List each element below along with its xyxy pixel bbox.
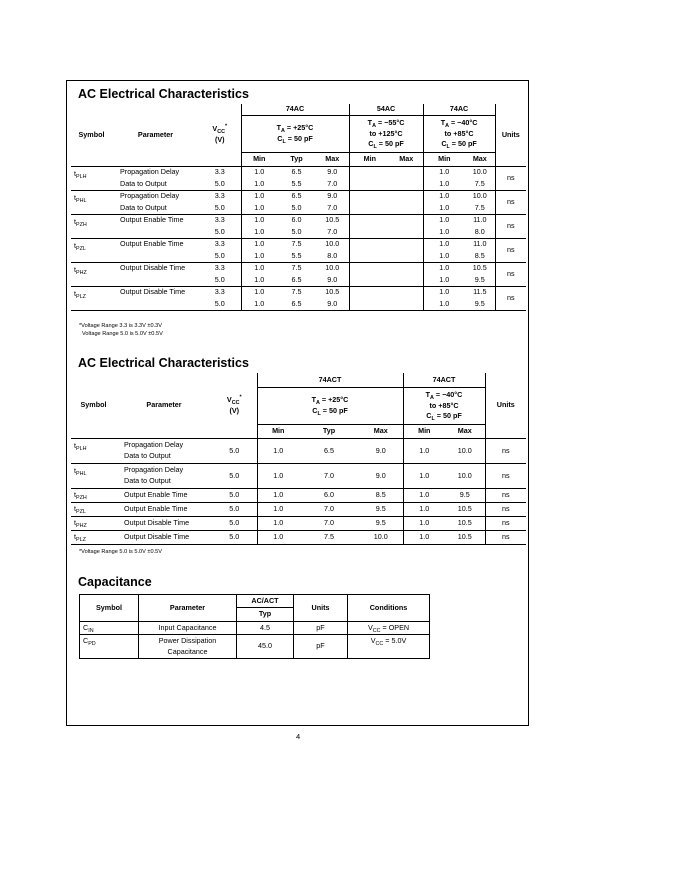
voltage-range-notes bbox=[79, 322, 163, 338]
max-cell: 10.0 bbox=[472, 191, 487, 201]
typ-cell: 45.0 bbox=[237, 635, 294, 659]
max-cell: 11.5 bbox=[473, 287, 487, 297]
min-cell: 1.0 bbox=[241, 251, 277, 263]
symbol-cell: $t_{PHL}$ bbox=[71, 464, 116, 489]
units-cell: ns bbox=[485, 503, 526, 517]
header-max: Max bbox=[390, 153, 423, 167]
header-symbol: Symbol bbox=[71, 104, 112, 167]
typ-cell: 7.5 bbox=[291, 263, 302, 273]
max-cell: 9.5 bbox=[359, 503, 403, 517]
table-row bbox=[71, 299, 526, 311]
vcc-cell: 3.3 bbox=[214, 191, 225, 201]
empty-cell bbox=[390, 215, 423, 239]
min-cell: 1.0 bbox=[403, 503, 445, 517]
ac-characteristics-table-74ac bbox=[71, 104, 526, 311]
units-cell: ns bbox=[495, 287, 526, 311]
empty-cell bbox=[390, 239, 423, 263]
parameter-cell bbox=[112, 251, 199, 263]
header-cond-74act-2: $T_A = -40^\circ C$ to +85°C $C_L = 50$ pF bbox=[403, 388, 485, 425]
parameter-cell: Output Disable Time bbox=[120, 287, 186, 297]
max-cell: 9.0 bbox=[359, 439, 403, 464]
header-parameter: Parameter bbox=[139, 595, 237, 622]
table-row bbox=[71, 464, 526, 489]
table-row bbox=[71, 275, 526, 287]
parameter-cell: Output Enable Time bbox=[116, 503, 212, 517]
min-cell: 1.0 bbox=[241, 179, 277, 191]
header-ac-act: AC/ACT bbox=[237, 595, 294, 608]
vcc-cell: 5.0 bbox=[212, 489, 257, 503]
header-conditions: Conditions bbox=[348, 595, 430, 622]
units-cell: ns bbox=[485, 439, 526, 464]
units-cell: ns bbox=[495, 167, 526, 191]
note-line: Voltage Range 5.0 is 5.0V ±0.5V bbox=[82, 331, 163, 337]
vcc-cell: 5.0 bbox=[199, 203, 241, 215]
vcc-cell: 5.0 bbox=[212, 517, 257, 531]
vcc-cell: 5.0 bbox=[212, 503, 257, 517]
min-cell: 1.0 bbox=[403, 531, 445, 545]
parameter-cell bbox=[112, 299, 199, 311]
vcc-cell: 5.0 bbox=[212, 531, 257, 545]
voltage-range-note: *Voltage Range 5.0 is 5.0V ±0.5V bbox=[79, 549, 162, 555]
header-min: Min bbox=[349, 153, 390, 167]
header-cond-74ac-1: $T_A = +25^\circ C$ $C_L = 50$ pF bbox=[241, 116, 349, 153]
min-cell: 1.0 bbox=[241, 275, 277, 287]
table-row bbox=[71, 203, 526, 215]
max-cell: 7.0 bbox=[316, 203, 349, 215]
min-cell: 1.0 bbox=[257, 439, 299, 464]
typ-cell: 7.5 bbox=[299, 531, 359, 545]
conditions-cell: $V_{CC} = 5.0V$ bbox=[348, 635, 430, 659]
header-group-74act-1: 74ACT bbox=[257, 373, 403, 388]
typ-cell: 4.5 bbox=[237, 622, 294, 635]
parameter-cell: Output Enable Time bbox=[116, 489, 212, 503]
typ-cell: 5.0 bbox=[277, 203, 316, 215]
symbol-cell: $t_{PHZ}$ bbox=[71, 263, 112, 287]
min-cell: 1.0 bbox=[257, 503, 299, 517]
min-cell: 1.0 bbox=[241, 299, 277, 311]
min-cell: 1.0 bbox=[241, 287, 277, 299]
parameter-cell: Data to Output bbox=[112, 179, 199, 191]
max-cell: 7.5 bbox=[465, 203, 495, 215]
vcc-cell: 3.3 bbox=[214, 263, 225, 273]
section-title-ac-74act: AC Electrical Characteristics bbox=[78, 356, 249, 370]
max-cell: 10.0 bbox=[359, 531, 403, 545]
typ-cell: 6.0 bbox=[291, 215, 302, 225]
empty-cell bbox=[390, 287, 423, 311]
units-cell: ns bbox=[495, 239, 526, 263]
parameter-cell: Input Capacitance bbox=[139, 622, 237, 635]
header-parameter: Parameter bbox=[116, 373, 212, 439]
table-row bbox=[71, 251, 526, 263]
max-cell: 9.5 bbox=[465, 299, 495, 311]
table-row bbox=[71, 167, 526, 179]
min-cell: 1.0 bbox=[423, 299, 465, 311]
max-cell: 10.5 bbox=[325, 215, 340, 225]
typ-cell: 6.5 bbox=[299, 439, 359, 464]
header-min: Min bbox=[423, 153, 465, 167]
table-row bbox=[71, 215, 526, 227]
units-cell: ns bbox=[485, 464, 526, 489]
min-cell: 1.0 bbox=[423, 179, 465, 191]
parameter-cell: Output Disable Time bbox=[116, 517, 212, 531]
table-row bbox=[71, 531, 526, 545]
header-vcc: $V_{CC}^*$ (V) bbox=[212, 373, 257, 439]
min-cell: 1.0 bbox=[403, 517, 445, 531]
vcc-cell: 5.0 bbox=[199, 179, 241, 191]
typ-cell: 6.5 bbox=[291, 191, 302, 201]
header-min: Min bbox=[257, 425, 299, 439]
header-max: Max bbox=[359, 425, 403, 439]
min-cell: 1.0 bbox=[423, 191, 465, 203]
typ-cell: 6.5 bbox=[277, 275, 316, 287]
min-cell: 1.0 bbox=[423, 227, 465, 239]
max-cell: 10.0 bbox=[325, 263, 340, 273]
parameter-cell: Propagation Delay Data to Output bbox=[116, 464, 212, 489]
vcc-cell: 3.3 bbox=[214, 215, 225, 225]
min-cell: 1.0 bbox=[423, 167, 465, 179]
units-cell: ns bbox=[485, 489, 526, 503]
typ-cell: 5.5 bbox=[277, 179, 316, 191]
min-cell: 1.0 bbox=[241, 191, 277, 203]
table-row bbox=[80, 622, 430, 635]
header-max: Max bbox=[465, 153, 495, 167]
table-row bbox=[71, 239, 526, 251]
vcc-cell: 5.0 bbox=[199, 275, 241, 287]
typ-cell: 5.0 bbox=[277, 227, 316, 239]
table-row bbox=[71, 287, 526, 299]
table-row bbox=[71, 439, 526, 464]
units-cell: pF bbox=[294, 622, 348, 635]
vcc-cell: 5.0 bbox=[212, 464, 257, 489]
units-cell: ns bbox=[495, 191, 526, 215]
min-cell: 1.0 bbox=[423, 215, 465, 227]
header-group-54ac: 54AC bbox=[349, 104, 423, 116]
header-min: Min bbox=[403, 425, 445, 439]
empty-cell bbox=[349, 215, 390, 239]
table-row bbox=[71, 263, 526, 275]
empty-cell bbox=[349, 239, 390, 263]
vcc-cell: 3.3 bbox=[214, 239, 225, 249]
typ-cell: 7.0 bbox=[299, 503, 359, 517]
min-cell: 1.0 bbox=[423, 287, 465, 299]
symbol-cell: $t_{PLH}$ bbox=[71, 167, 112, 191]
symbol-cell: $t_{PZL}$ bbox=[71, 239, 112, 263]
max-cell: 10.0 bbox=[445, 464, 485, 489]
parameter-cell: Propagation Delay bbox=[120, 191, 180, 201]
symbol-cell: $t_{PZL}$ bbox=[71, 503, 116, 517]
min-cell: 1.0 bbox=[423, 251, 465, 263]
header-max: Max bbox=[445, 425, 485, 439]
min-cell: 1.0 bbox=[241, 203, 277, 215]
max-cell: 7.5 bbox=[465, 179, 495, 191]
section-title-ac-74ac: AC Electrical Characteristics bbox=[78, 87, 249, 101]
max-cell: 9.0 bbox=[316, 275, 349, 287]
header-typ: Typ bbox=[299, 425, 359, 439]
parameter-cell bbox=[112, 227, 199, 239]
header-typ: Typ bbox=[237, 608, 294, 622]
capacitance-table bbox=[79, 594, 430, 659]
table-row bbox=[80, 635, 430, 659]
header-parameter: Parameter bbox=[112, 104, 199, 167]
max-cell: 10.5 bbox=[445, 503, 485, 517]
max-cell: 10.5 bbox=[445, 517, 485, 531]
vcc-cell: 3.3 bbox=[214, 167, 225, 177]
header-units: Units bbox=[495, 104, 526, 167]
vcc-cell: 5.0 bbox=[199, 299, 241, 311]
symbol-cell: $t_{PLH}$ bbox=[71, 439, 116, 464]
parameter-cell: Output Enable Time bbox=[120, 239, 184, 249]
table-row bbox=[71, 517, 526, 531]
parameter-cell: Output Disable Time bbox=[116, 531, 212, 545]
min-cell: 1.0 bbox=[257, 531, 299, 545]
empty-cell bbox=[349, 263, 390, 287]
max-cell: 10.0 bbox=[472, 167, 487, 177]
header-group-74ac-1: 74AC bbox=[241, 104, 349, 116]
min-cell: 1.0 bbox=[423, 275, 465, 287]
symbol-cell: $C_{PD}$ bbox=[80, 635, 139, 659]
min-cell: 1.0 bbox=[241, 215, 277, 227]
min-cell: 1.0 bbox=[241, 167, 277, 179]
min-cell: 1.0 bbox=[423, 203, 465, 215]
typ-cell: 7.5 bbox=[291, 287, 302, 297]
header-cond-74act-1: $T_A = +25^\circ C$ $C_L = 50$ pF bbox=[257, 388, 403, 425]
header-max: Max bbox=[316, 153, 349, 167]
vcc-cell: 5.0 bbox=[212, 439, 257, 464]
symbol-cell: $t_{PZH}$ bbox=[71, 489, 116, 503]
parameter-cell bbox=[112, 275, 199, 287]
header-cond-74ac-2: $T_A = -40^\circ C$ to +85°C $C_L = 50$ pF bbox=[423, 116, 495, 153]
symbol-cell: $t_{PLZ}$ bbox=[71, 531, 116, 545]
min-cell: 1.0 bbox=[423, 263, 465, 275]
max-cell: 11.0 bbox=[473, 239, 487, 249]
ac-characteristics-table-74act bbox=[71, 373, 526, 545]
parameter-cell: Output Enable Time bbox=[120, 215, 184, 225]
symbol-cell: $C_{IN}$ bbox=[80, 622, 139, 635]
max-cell: 7.0 bbox=[316, 227, 349, 239]
parameter-cell: Propagation Delay Data to Output bbox=[116, 439, 212, 464]
min-cell: 1.0 bbox=[241, 239, 277, 251]
vcc-cell: 5.0 bbox=[199, 227, 241, 239]
empty-cell bbox=[390, 191, 423, 215]
max-cell: 9.5 bbox=[445, 489, 485, 503]
header-min: Min bbox=[241, 153, 277, 167]
max-cell: 11.0 bbox=[473, 215, 487, 225]
typ-cell: 6.5 bbox=[291, 167, 302, 177]
header-symbol: Symbol bbox=[71, 373, 116, 439]
symbol-cell: $t_{PZH}$ bbox=[71, 215, 112, 239]
header-group-74act-2: 74ACT bbox=[403, 373, 485, 388]
max-cell: 9.0 bbox=[327, 167, 338, 177]
table-row bbox=[71, 191, 526, 203]
header-cond-54ac: $T_A = -55^\circ C$ to +125°C $C_L = 50$ pF bbox=[349, 116, 423, 153]
table-row bbox=[71, 503, 526, 517]
header-vcc: $V_{CC}^*$ (V) bbox=[199, 104, 241, 167]
typ-cell: 7.5 bbox=[291, 239, 302, 249]
symbol-cell: $t_{PLZ}$ bbox=[71, 287, 112, 311]
min-cell: 1.0 bbox=[423, 239, 465, 251]
typ-cell: 5.5 bbox=[277, 251, 316, 263]
max-cell: 9.0 bbox=[327, 191, 338, 201]
max-cell: 10.0 bbox=[445, 439, 485, 464]
parameter-cell: Power Dissipation Capacitance bbox=[139, 635, 237, 659]
max-cell: 9.0 bbox=[316, 299, 349, 311]
units-cell: ns bbox=[495, 263, 526, 287]
max-cell: 10.5 bbox=[472, 263, 487, 273]
parameter-cell: Data to Output bbox=[112, 203, 199, 215]
header-units: Units bbox=[485, 373, 526, 439]
empty-cell bbox=[349, 287, 390, 311]
table-row bbox=[71, 179, 526, 191]
typ-cell: 7.0 bbox=[299, 517, 359, 531]
typ-cell: 6.5 bbox=[277, 299, 316, 311]
units-cell: ns bbox=[485, 517, 526, 531]
page-number: 4 bbox=[296, 732, 301, 741]
header-typ: Typ bbox=[277, 153, 316, 167]
vcc-cell: 3.3 bbox=[214, 287, 225, 297]
empty-cell bbox=[349, 167, 390, 191]
max-cell: 8.5 bbox=[465, 251, 495, 263]
header-group-74ac-2: 74AC bbox=[423, 104, 495, 116]
empty-cell bbox=[390, 263, 423, 287]
min-cell: 1.0 bbox=[403, 489, 445, 503]
conditions-cell: $V_{CC}$ = OPEN bbox=[348, 622, 430, 635]
min-cell: 1.0 bbox=[257, 464, 299, 489]
max-cell: 10.5 bbox=[325, 287, 340, 297]
header-units: Units bbox=[294, 595, 348, 622]
table-row bbox=[71, 489, 526, 503]
max-cell: 10.5 bbox=[445, 531, 485, 545]
symbol-cell: $t_{PHL}$ bbox=[71, 191, 112, 215]
min-cell: 1.0 bbox=[257, 489, 299, 503]
typ-cell: 7.0 bbox=[299, 464, 359, 489]
note-line: *Voltage Range 3.3 is 3.3V ±0.3V bbox=[79, 323, 162, 329]
typ-cell: 6.0 bbox=[299, 489, 359, 503]
empty-cell bbox=[349, 191, 390, 215]
max-cell: 7.0 bbox=[316, 179, 349, 191]
max-cell: 8.0 bbox=[316, 251, 349, 263]
max-cell: 9.5 bbox=[359, 517, 403, 531]
min-cell: 1.0 bbox=[403, 439, 445, 464]
max-cell: 8.0 bbox=[465, 227, 495, 239]
max-cell: 9.0 bbox=[359, 464, 403, 489]
max-cell: 9.5 bbox=[465, 275, 495, 287]
empty-cell bbox=[390, 167, 423, 191]
parameter-cell: Output Disable Time bbox=[120, 263, 186, 273]
symbol-cell: $t_{PHZ}$ bbox=[71, 517, 116, 531]
max-cell: 10.0 bbox=[325, 239, 340, 249]
min-cell: 1.0 bbox=[241, 227, 277, 239]
min-cell: 1.0 bbox=[257, 517, 299, 531]
units-cell: ns bbox=[495, 215, 526, 239]
max-cell: 8.5 bbox=[359, 489, 403, 503]
header-symbol: Symbol bbox=[80, 595, 139, 622]
min-cell: 1.0 bbox=[403, 464, 445, 489]
min-cell: 1.0 bbox=[241, 263, 277, 275]
section-title-capacitance: Capacitance bbox=[78, 575, 152, 589]
table-row bbox=[71, 227, 526, 239]
units-cell: ns bbox=[485, 531, 526, 545]
parameter-cell: Propagation Delay bbox=[120, 167, 180, 177]
vcc-cell: 5.0 bbox=[199, 251, 241, 263]
units-cell: pF bbox=[294, 635, 348, 659]
